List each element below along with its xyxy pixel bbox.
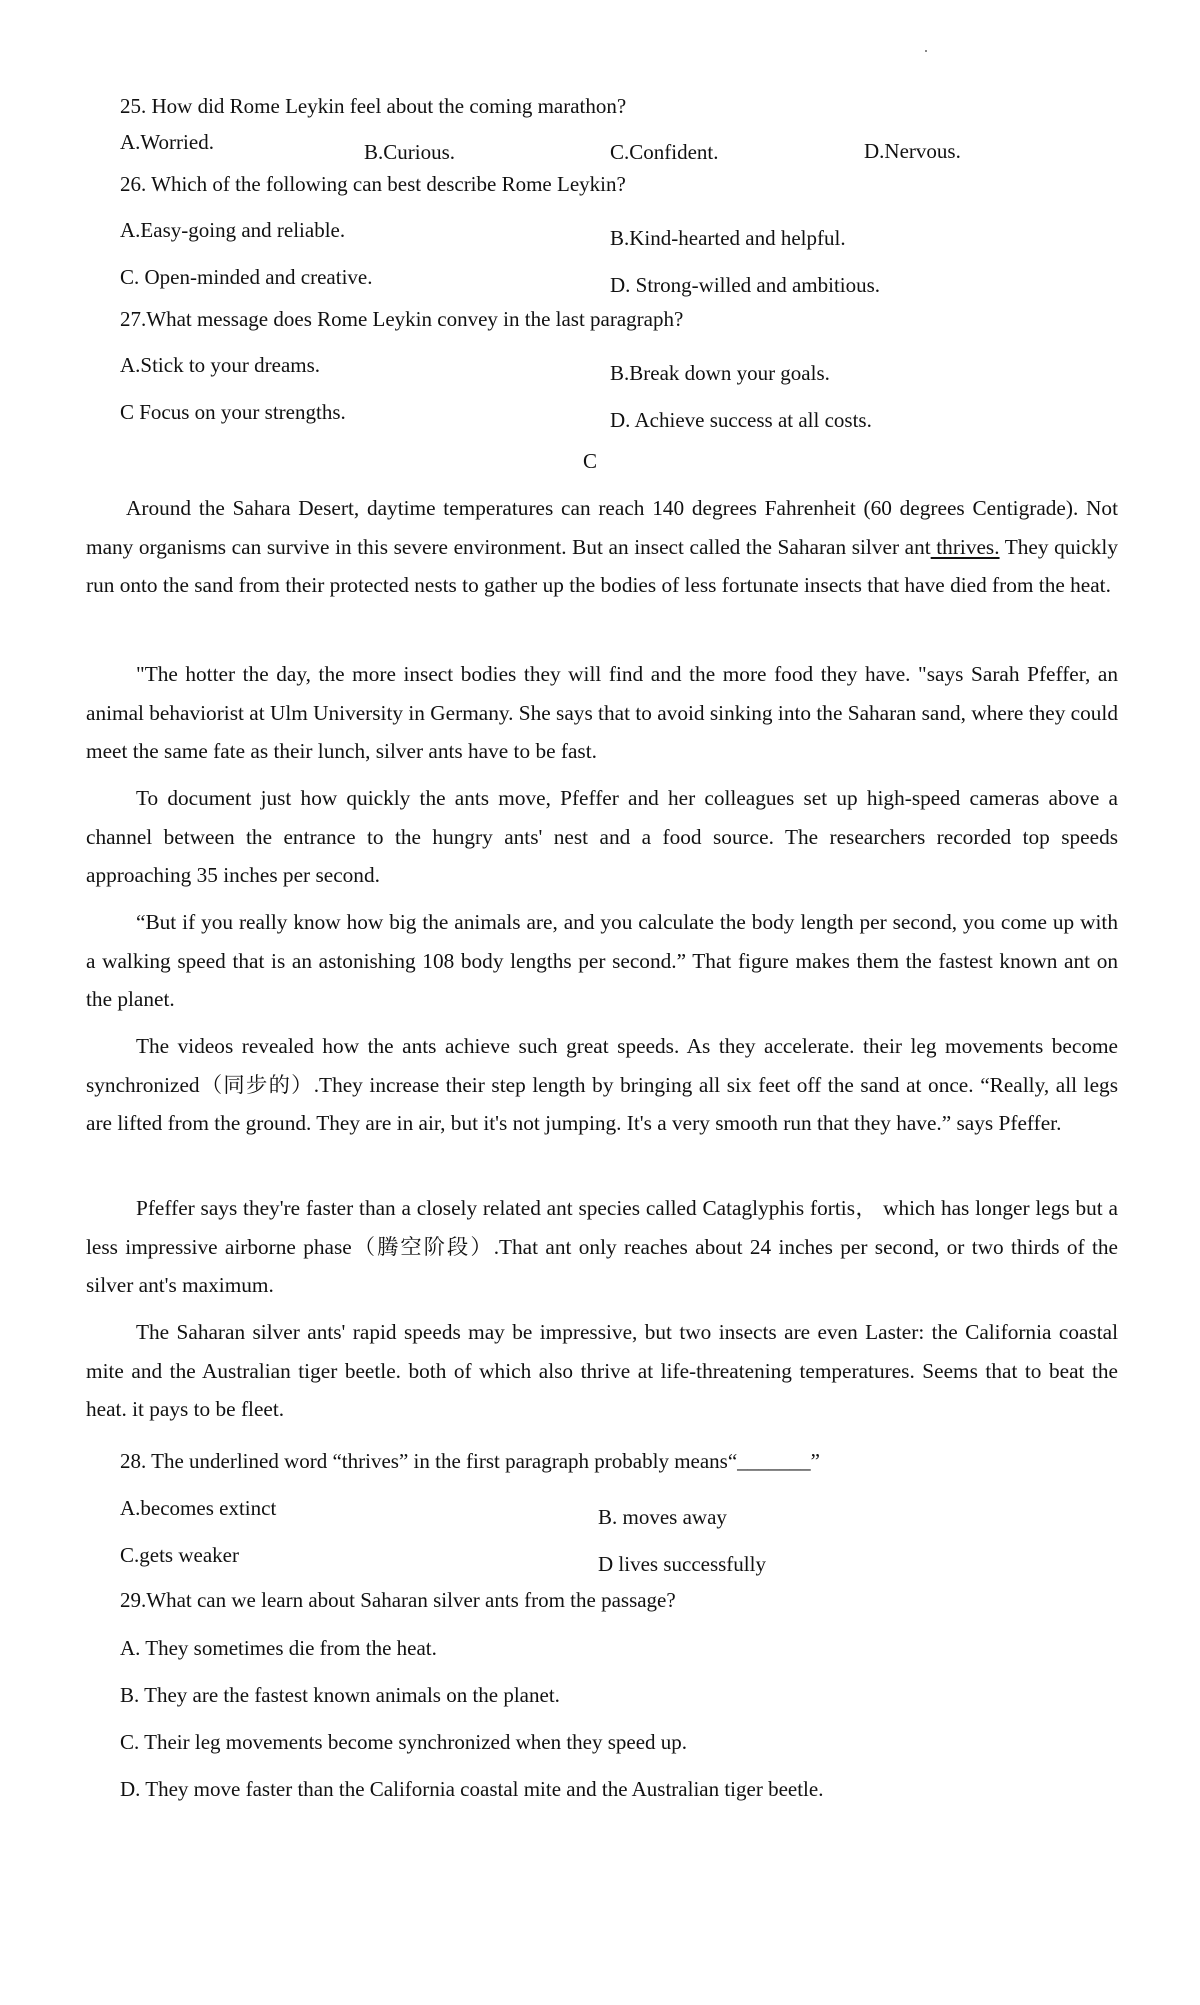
question-25: 25. How did Rome Leykin feel about the coming marathon? xyxy=(120,94,627,118)
q27-option-a: A.Stick to your dreams. xyxy=(120,353,321,377)
passage-paragraph-2: "The hotter the day, the more insect bodies they will find and the more food they have. "says Sarah Pfeffer, an animal behaviorist at Ulm University in Germany. She says that to avoid sinking into the Saharan sand, where they could meet the same fate as their lunch, silver ants have to be fast. xyxy=(86,662,1118,763)
passage-paragraph-4: “But if you really know how big the animals are, and you calculate the body length per second, you come up with a walking speed that is an astonishing 108 body lengths per second.” That figure makes them the fastest known ant on the planet. xyxy=(86,910,1118,1011)
p1-text-before: Around the Sahara Desert, daytime temperatures can reach 140 degrees Fahrenheit (60 degrees Centigrade). Not many organisms can survive in this severe environment. But an insect called the Saharan silver ant xyxy=(86,496,1118,559)
passage-paragraph-6: Pfeffer says they're faster than a closely related ant species called Cataglyphis fortis， which has longer legs but a less impressive airborne phase（腾空阶段）.That ant only reaches about 24 inches per second, or two thirds of the silver ant's maximum. xyxy=(86,1196,1118,1297)
q26-option-b: B.Kind-hearted and helpful. xyxy=(610,226,846,250)
q29-option-a: A. They sometimes die from the heat. xyxy=(120,1636,437,1660)
q28-option-d: D lives successfully xyxy=(598,1552,766,1576)
q25-option-d: D.Nervous. xyxy=(864,139,961,163)
q29-option-c: C. Their leg movements become synchronized when they speed up. xyxy=(120,1730,688,1754)
q26-option-a: A.Easy-going and reliable. xyxy=(120,218,346,242)
underlined-word-thrives: thrives. xyxy=(930,534,1000,559)
q25-option-a: A.Worried. xyxy=(120,130,214,154)
q27-option-b: B.Break down your goals. xyxy=(610,361,830,385)
q28-option-b: B. moves away xyxy=(598,1505,727,1529)
q29-option-d: D. They move faster than the California coastal mite and the Australian tiger beetle. xyxy=(120,1777,824,1801)
q25-option-b: B.Curious. xyxy=(364,140,456,164)
q28-option-a: A.becomes extinct xyxy=(120,1496,277,1520)
q25-option-c: C.Confident. xyxy=(610,140,719,164)
q28-question-text: 28. The underlined word “thrives” in the first paragraph probably means xyxy=(120,1449,728,1473)
passage-paragraph-3: To document just how quickly the ants move, Pfeffer and her colleagues set up high-speed cameras above a channel between the entrance to the hungry ants' nest and a food source. The researchers recorded top speeds approaching 35 inches per second. xyxy=(86,786,1118,887)
passage-paragraph-1 xyxy=(86,489,1118,605)
q28-option-c: C.gets weaker xyxy=(120,1543,239,1567)
question-28 xyxy=(120,1449,820,1474)
passage-paragraph-5: The videos revealed how the ants achieve such great speeds. As they accelerate. their leg movements become synchronized（同步的）.They increase their step length by bringing all six feet off the sand at once. “Really, all legs are lifted from the ground. They are in air, but it's not jumping. It's a very smooth run that they have.” says Pfeffer. xyxy=(86,1034,1118,1135)
q26-option-d: D. Strong-willed and ambitious. xyxy=(610,273,881,297)
passage-paragraph-7: The Saharan silver ants' rapid speeds may be impressive, but two insects are even Laster: the California coastal mite and the Australian tiger beetle. both of which also thrive at life-threatening temperatures. Seems that to beat the heat. it pays to be fleet. xyxy=(86,1320,1118,1421)
section-label: C xyxy=(583,449,598,473)
p1-text-after: They quickly run onto the sand from their protected nests to gather up the bodies of less fortunate insects that have died from the heat. xyxy=(86,534,1118,597)
q28-answer-blank: “_______” xyxy=(727,1449,820,1473)
question-27: 27.What message does Rome Leykin convey in the last paragraph? xyxy=(120,307,684,331)
question-26: 26. Which of the following can best describe Rome Leykin? xyxy=(120,172,626,196)
q27-option-c: C Focus on your strengths. xyxy=(120,400,346,424)
scan-mark xyxy=(925,50,927,52)
q27-option-d: D. Achieve success at all costs. xyxy=(610,408,872,432)
q26-option-c: C. Open-minded and creative. xyxy=(120,265,373,289)
question-29: 29.What can we learn about Saharan silver ants from the passage? xyxy=(120,1588,676,1612)
q29-option-b: B. They are the fastest known animals on the planet. xyxy=(120,1683,560,1707)
